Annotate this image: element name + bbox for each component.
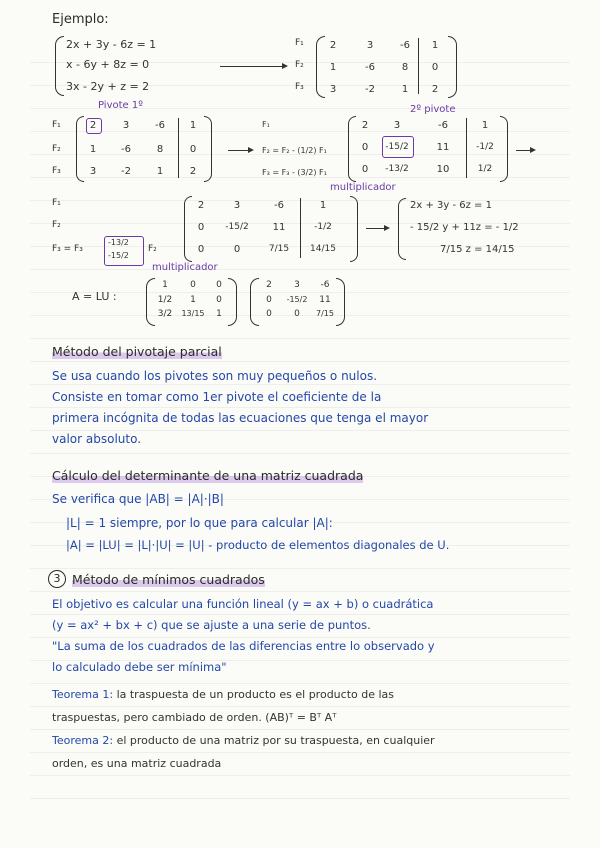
matrix-cell: 1	[189, 120, 197, 131]
matrix-cell: 0	[216, 295, 222, 305]
matrix-cell: -15/2	[225, 222, 249, 232]
step1b-arrow	[516, 150, 534, 151]
step1-op-2: F₂ = F₂ - (1/2) F₁	[262, 146, 327, 155]
section-number-badge: 3	[48, 570, 66, 588]
matrix-cell: 11	[319, 295, 331, 305]
matrix-cell: 0	[197, 222, 205, 233]
teorema-2-text: el producto de una matriz por su traspuesta, en cualquier	[116, 734, 435, 747]
matrix-cell: -6	[365, 62, 375, 73]
matrix-cell: 3	[393, 120, 401, 131]
matrix-cell: 0	[361, 164, 369, 175]
step2-system-eq-3: 7/15 z = 14/15	[440, 244, 515, 255]
matrix-cell: 11	[272, 222, 286, 233]
step1-row-f3: F₃	[52, 166, 61, 176]
determinante-line-2: |L| = 1 siempre, por lo que para calcular |A|:	[66, 516, 333, 530]
matrix-cell: -6	[400, 40, 410, 51]
determinante-heading-text: Cálculo del determinante de una matriz cuadrada	[52, 468, 364, 483]
matrix-cell: -1/2	[314, 222, 332, 232]
matrix-cell: 1	[156, 166, 164, 177]
teorema-1-cont: traspuestas, pero cambiado de orden. (AB)ᵀ = Bᵀ Aᵀ	[52, 711, 337, 724]
matrix-cell: 0	[266, 295, 272, 305]
matrix-cell: -6	[155, 120, 165, 131]
system-eq-3: 3x - 2y + z = 2	[66, 80, 150, 93]
matrix-cell: 1	[216, 309, 222, 319]
matrix-cell: 2	[431, 84, 439, 95]
matrix-cell: -6	[320, 280, 330, 290]
matrix-cell: 2	[361, 120, 369, 131]
matrix-cell: -15/2	[286, 295, 308, 304]
matrix-cell: 13/15	[181, 309, 205, 318]
step1b-augment-bar	[466, 118, 467, 178]
matrix-cell: 0	[361, 142, 369, 153]
pivotaje-line-1: Se usa cuando los pivotes son muy pequeños o nulos.	[52, 369, 378, 383]
teorema-1-label: Teorema 1:	[52, 688, 114, 701]
pivotaje-heading-text: Método del pivotaje parcial	[52, 344, 222, 359]
matrix-cell: 3	[329, 84, 337, 95]
teorema-1-text: la traspuesta de un producto es el producto de las	[116, 688, 395, 701]
matrix-cell: 2	[266, 280, 272, 290]
matrix-cell: -2	[365, 84, 375, 95]
matrix-cell: 0	[233, 244, 241, 255]
row-label-f2: F₂	[295, 60, 304, 70]
step1-arrow	[228, 150, 252, 151]
determinante-line-3: |A| = |LU| = |L|·|U| = |U| - producto de elementos diagonales de U.	[66, 538, 450, 552]
pivotaje-line-4: valor absoluto.	[52, 432, 142, 446]
step2-row-f1: F₁	[52, 198, 61, 208]
matrix-cell: 1	[190, 295, 196, 305]
step1b-right-bracket	[500, 116, 508, 182]
matrix-cell: 3	[122, 120, 130, 131]
step1-op-3: F₃ = F₃ - (3/2) F₁	[262, 168, 327, 177]
matrix-cell: -13/2	[385, 164, 409, 174]
teorema-2-label: Teorema 2:	[52, 734, 114, 747]
determinante-heading	[52, 468, 363, 483]
matrix-cell: 1	[431, 40, 439, 51]
minimos-heading-text: Método de mínimos cuadrados	[72, 572, 265, 587]
step2-row-f2: F₂	[52, 220, 61, 230]
matrix-cell: 2	[189, 166, 197, 177]
matrix-cell: 14/15	[310, 244, 336, 254]
minimos-line-2: (y = ax² + bx + c) que se ajuste a una serie de puntos.	[52, 618, 371, 632]
pivotaje-line-2: Consiste en tomar como 1er pivote el coeficiente de la	[52, 390, 382, 404]
step2-augment-bar	[300, 198, 301, 258]
multiplicador-label-1: multiplicador	[330, 182, 396, 193]
pivotaje-line-3: primera incógnita de todas las ecuaciones que tenga el mayor	[52, 411, 429, 425]
matrix-cell: 7/15	[316, 309, 334, 318]
step2-op-suffix: F₂	[148, 244, 157, 254]
multiplicador-label-2: multiplicador	[152, 262, 218, 273]
matrix-cell: -6	[121, 144, 131, 155]
matrix-cell: 3	[233, 200, 241, 211]
pivote1-label: Pivote 1º	[98, 100, 143, 111]
lu-label: A = LU :	[72, 290, 117, 303]
step2-arrow	[366, 228, 388, 229]
arrow-to-matrix	[220, 66, 286, 67]
matrix-cell: 1	[319, 200, 327, 211]
teorema-2-cont: orden, es una matriz cuadrada	[52, 757, 222, 770]
teorema-2	[52, 734, 435, 747]
pivotaje-body	[52, 366, 572, 450]
matrix-cell: 0	[190, 280, 196, 290]
matrix-cell: -2	[121, 166, 131, 177]
matrix-cell: -6	[274, 200, 284, 211]
step1-row-f2: F₂	[52, 144, 61, 154]
matrix-cell: 1/2	[477, 164, 493, 174]
matrix-cell: 2	[329, 40, 337, 51]
determinante-line-1: Se verifica que |AB| = |A|·|B|	[52, 492, 224, 506]
step2-op-den: -15/2	[108, 251, 129, 260]
system-eq-1: 2x + 3y - 6z = 1	[66, 38, 157, 51]
step1-row-f1: F₁	[52, 120, 61, 130]
matrix-cell: 10	[436, 164, 450, 175]
matrix-cell: 3	[89, 166, 97, 177]
minimos-line-3: "La suma de los cuadrados de las diferencias entre lo observado y	[52, 639, 435, 653]
matrix-cell: 0	[189, 144, 197, 155]
matrix-cell: 11	[436, 142, 450, 153]
matrix-cell: 0	[216, 280, 222, 290]
matrix-cell: 0	[197, 244, 205, 255]
minimos-body	[52, 594, 572, 678]
row-label-f1: F₁	[295, 38, 304, 48]
minimos-line-4: lo calculado debe ser mínima"	[52, 660, 227, 674]
system-eq-2: x - 6y + 8z = 0	[66, 58, 150, 71]
step2-op-num: -13/2	[108, 238, 129, 247]
pivotaje-heading	[52, 344, 222, 359]
row-label-f3: F₃	[295, 82, 304, 92]
matrix-cell: 1	[481, 120, 489, 131]
matrix-cell: 3	[294, 280, 300, 290]
teorema-1	[52, 688, 394, 701]
matrix-cell: 2	[89, 120, 97, 131]
system-brace	[55, 36, 64, 96]
ejemplo-title: Ejemplo:	[52, 12, 109, 27]
matrix-cell: 8	[401, 62, 409, 73]
matrix-cell: 3/2	[157, 309, 173, 319]
matrix-cell: 8	[156, 144, 164, 155]
step2-system-eq-2: - 15/2 y + 11z = - 1/2	[410, 222, 519, 233]
step2-right-bracket	[350, 196, 358, 262]
minimos-heading	[72, 572, 265, 587]
step2-system-eq-1: 2x + 3y - 6z = 1	[410, 200, 492, 211]
matrix-cell: 2	[197, 200, 205, 211]
matrix-cell: 1	[401, 84, 409, 95]
pivote2-label: 2º pivote	[410, 104, 456, 115]
minimos-line-1: El objetivo es calcular una función lineal (y = ax + b) o cuadrática	[52, 597, 434, 611]
step1-op-1: F₁	[262, 120, 270, 129]
matrix-cell: 1	[89, 144, 97, 155]
matrix-cell: 0	[266, 309, 272, 319]
matrix-cell: 1/2	[157, 295, 173, 305]
matrix-cell: 0	[431, 62, 439, 73]
step2-system-brace	[398, 198, 406, 260]
matrix-cell: 1	[162, 280, 168, 290]
matrix-cell: -6	[438, 120, 448, 131]
matrix-cell: -1/2	[476, 142, 494, 152]
matrix-cell: 7/15	[268, 244, 290, 254]
matrix-cell: 0	[294, 309, 300, 319]
matrix-cell: -15/2	[385, 142, 409, 152]
step2-row-f3: F₃ = F₃	[52, 244, 83, 254]
matrix-cell: 1	[329, 62, 337, 73]
matrix-cell: 3	[366, 40, 374, 51]
